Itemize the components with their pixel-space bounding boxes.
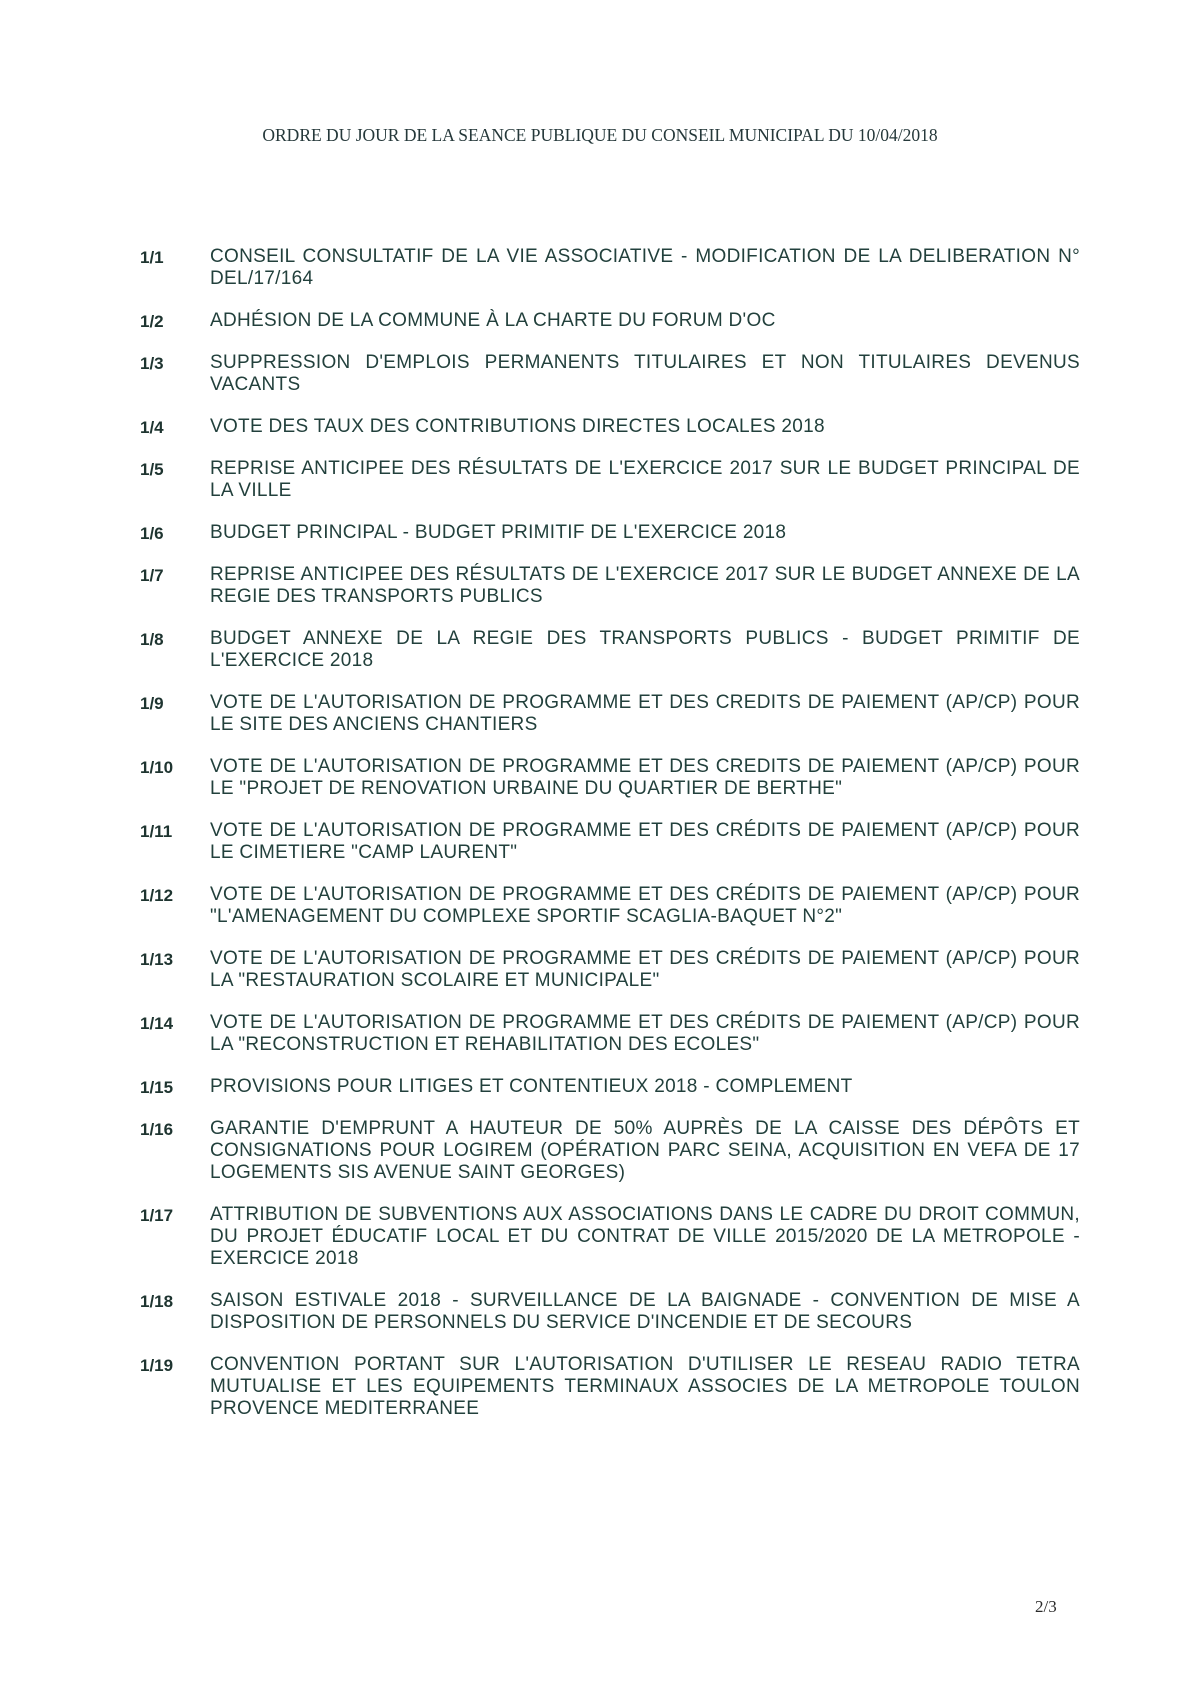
agenda-item: [140, 564, 1080, 608]
item-number: 1/19: [140, 1356, 174, 1375]
item-number: 1/5: [140, 460, 164, 479]
item-number: 1/1: [140, 248, 164, 267]
item-number: 1/10: [140, 758, 174, 777]
item-text: CONSEIL CONSULTATIF DE LA VIE ASSOCIATIVE - MODIFICATION DE LA DELIBERATION N° DEL/17/164: [210, 246, 1080, 289]
item-number: 1/6: [140, 524, 164, 543]
agenda-item: [140, 628, 1080, 672]
agenda-item: [140, 1076, 1080, 1098]
agenda-item: [140, 352, 1080, 396]
agenda-item: [140, 522, 1080, 544]
agenda-list: [140, 246, 1080, 1420]
agenda-item: [140, 948, 1080, 992]
item-text: ADHÉSION DE LA COMMUNE À LA CHARTE DU FORUM D'OC: [210, 310, 776, 331]
agenda-item: [140, 1290, 1080, 1334]
item-number: 1/15: [140, 1078, 174, 1097]
page-title: ORDRE DU JOUR DE LA SEANCE PUBLIQUE DU CONSEIL MUNICIPAL DU 10/04/2018: [262, 125, 938, 145]
item-number: 1/3: [140, 354, 164, 373]
item-text: SAISON ESTIVALE 2018 - SURVEILLANCE DE LA BAIGNADE - CONVENTION DE MISE A DISPOSITION DE PERSONNELS DU SERVICE D'INCENDIE ET DE SECOURS: [210, 1290, 1080, 1333]
item-number: 1/2: [140, 312, 164, 331]
item-text: VOTE DE L'AUTORISATION DE PROGRAMME ET DES CRÉDITS DE PAIEMENT (AP/CP) POUR "L'AMENAGEMENT DU COMPLEXE SPORTIF SCAGLIA-BAQUET N°2": [210, 884, 1080, 927]
item-number: 1/7: [140, 566, 164, 585]
agenda-item: [140, 820, 1080, 864]
item-text: ATTRIBUTION DE SUBVENTIONS AUX ASSOCIATIONS DANS LE CADRE DU DROIT COMMUN, DU PROJET ÉDUCATIF LOCAL ET DU CONTRAT DE VILLE 2015/2020 DE LA METROPOLE - EXERCICE 2018: [210, 1204, 1080, 1269]
item-text: VOTE DES TAUX DES CONTRIBUTIONS DIRECTES LOCALES 2018: [210, 416, 825, 437]
item-number: 1/11: [140, 822, 173, 841]
item-text: VOTE DE L'AUTORISATION DE PROGRAMME ET DES CREDITS DE PAIEMENT (AP/CP) POUR LE "PROJET DE RENOVATION URBAINE DU QUARTIER DE BERTHE": [210, 756, 1080, 799]
item-text: CONVENTION PORTANT SUR L'AUTORISATION D'UTILISER LE RESEAU RADIO TETRA MUTUALISE ET LES EQUIPEMENTS TERMINAUX ASSOCIES DE LA METROPOLE TOULON PROVENCE MEDITERRANEE: [210, 1354, 1080, 1419]
item-number: 1/16: [140, 1120, 174, 1139]
item-number: 1/17: [140, 1206, 174, 1225]
agenda-item: [140, 1012, 1080, 1056]
agenda-item: [140, 416, 1080, 438]
item-number: 1/8: [140, 630, 164, 649]
item-number: 1/18: [140, 1292, 174, 1311]
item-number: 1/9: [140, 694, 164, 713]
item-text: VOTE DE L'AUTORISATION DE PROGRAMME ET DES CRÉDITS DE PAIEMENT (AP/CP) POUR LA "RESTAURATION SCOLAIRE ET MUNICIPALE": [210, 948, 1080, 991]
item-text: VOTE DE L'AUTORISATION DE PROGRAMME ET DES CRÉDITS DE PAIEMENT (AP/CP) POUR LA "RECONSTRUCTION ET REHABILITATION DES ECOLES": [210, 1012, 1080, 1055]
item-text: PROVISIONS POUR LITIGES ET CONTENTIEUX 2018 - COMPLEMENT: [210, 1076, 853, 1097]
item-number: 1/4: [140, 418, 164, 437]
agenda-item: [140, 692, 1080, 736]
page-number: 2/3: [1035, 1597, 1057, 1616]
item-text: GARANTIE D'EMPRUNT A HAUTEUR DE 50% AUPRÈS DE LA CAISSE DES DÉPÔTS ET CONSIGNATIONS POUR LOGIREM (OPÉRATION PARC SEINA, ACQUISITION EN VEFA DE 17 LOGEMENTS SIS AVENUE SAINT GEORGES): [210, 1118, 1080, 1183]
item-text: VOTE DE L'AUTORISATION DE PROGRAMME ET DES CREDITS DE PAIEMENT (AP/CP) POUR LE SITE DES ANCIENS CHANTIERS: [210, 692, 1080, 735]
item-number: 1/14: [140, 1014, 174, 1033]
item-number: 1/13: [140, 950, 174, 969]
item-text: BUDGET ANNEXE DE LA REGIE DES TRANSPORTS PUBLICS - BUDGET PRIMITIF DE L'EXERCICE 2018: [210, 628, 1080, 671]
item-text: REPRISE ANTICIPEE DES RÉSULTATS DE L'EXERCICE 2017 SUR LE BUDGET PRINCIPAL DE LA VILLE: [210, 458, 1080, 501]
agenda-item: [140, 246, 1080, 290]
item-number: 1/12: [140, 886, 174, 905]
item-text: BUDGET PRINCIPAL - BUDGET PRIMITIF DE L'EXERCICE 2018: [210, 522, 787, 543]
agenda-item: [140, 310, 1080, 332]
agenda-item: [140, 1204, 1080, 1270]
agenda-item: [140, 1354, 1080, 1420]
item-text: VOTE DE L'AUTORISATION DE PROGRAMME ET DES CRÉDITS DE PAIEMENT (AP/CP) POUR LE CIMETIERE "CAMP LAURENT": [210, 820, 1080, 863]
agenda-item: [140, 884, 1080, 928]
item-text: REPRISE ANTICIPEE DES RÉSULTATS DE L'EXERCICE 2017 SUR LE BUDGET ANNEXE DE LA REGIE DES TRANSPORTS PUBLICS: [210, 564, 1080, 607]
item-text: SUPPRESSION D'EMPLOIS PERMANENTS TITULAIRES ET NON TITULAIRES DEVENUS VACANTS: [210, 352, 1080, 395]
agenda-item: [140, 1118, 1080, 1184]
agenda-item: [140, 756, 1080, 800]
agenda-item: [140, 458, 1080, 502]
